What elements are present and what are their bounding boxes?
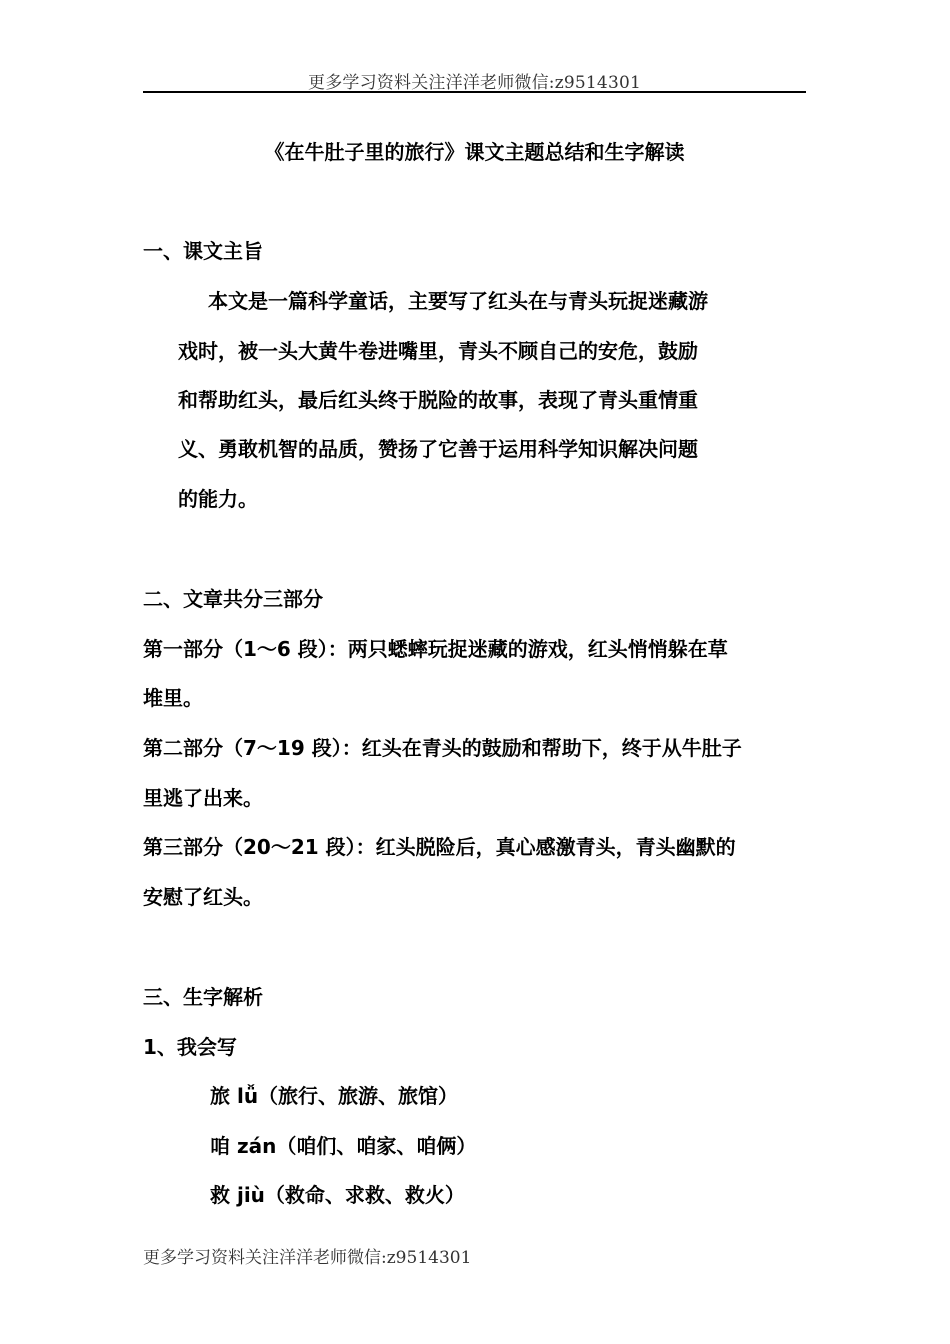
page-footer: 更多学习资料关注洋洋老师微信:z9514301 — [143, 1248, 472, 1268]
part-line: 里逃了出来。 — [143, 786, 263, 810]
paragraph-line: 的能力。 — [178, 487, 258, 511]
part-line: 第一部分（1～6 段）：两只蟋蟀玩捉迷藏的游戏，红头悄悄躲在草 — [143, 637, 728, 661]
paragraph-line: 和帮助红头，最后红头终于脱险的故事，表现了青头重情重 — [178, 388, 698, 412]
subheading-write: 1、我会写 — [143, 1035, 237, 1059]
section-heading-theme: 一、课文主旨 — [143, 239, 263, 263]
document-title: 《在牛肚子里的旅行》课文主题总结和生字解读 — [264, 140, 685, 164]
part-line: 第二部分（7～19 段）：红头在青头的鼓励和帮助下，终于从牛肚子 — [143, 736, 742, 760]
part-line: 安慰了红头。 — [143, 885, 263, 909]
character-item: 咱 zán（咱们、咱家、咱俩） — [210, 1134, 477, 1158]
paragraph-line: 本文是一篇科学童话，主要写了红头在与青头玩捉迷藏游 — [208, 289, 708, 313]
part-line: 第三部分（20～21 段）：红头脱险后，真心感激青头，青头幽默的 — [143, 835, 736, 859]
section-heading-characters: 三、生字解析 — [143, 985, 263, 1009]
header-divider — [143, 91, 806, 93]
paragraph-line: 义、勇敢机智的品质，赞扬了它善于运用科学知识解决问题 — [178, 437, 698, 461]
part-line: 堆里。 — [143, 686, 203, 710]
page-header: 更多学习资料关注洋洋老师微信:z9514301 — [308, 73, 641, 93]
character-item: 救 jiù（救命、求救、救火） — [210, 1183, 465, 1207]
section-heading-parts: 二、文章共分三部分 — [143, 587, 323, 611]
paragraph-line: 戏时，被一头大黄牛卷进嘴里，青头不顾自己的安危，鼓励 — [178, 339, 698, 363]
character-item: 旅 lǚ（旅行、旅游、旅馆） — [210, 1084, 459, 1108]
